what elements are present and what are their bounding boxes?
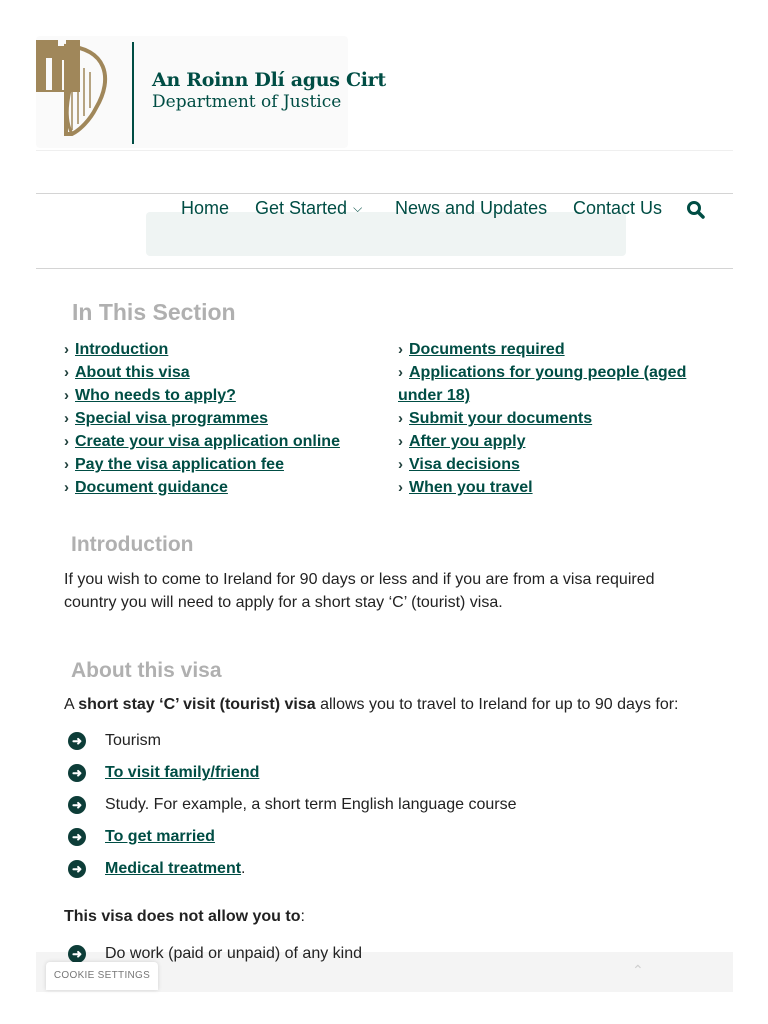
main-nav <box>36 193 733 269</box>
link-after-you-apply[interactable]: After you apply <box>409 433 526 450</box>
link-visit-family-friend[interactable]: To visit family/friend <box>105 764 260 781</box>
introduction-text <box>64 568 655 614</box>
not-allowed-heading <box>64 905 305 928</box>
harp-emblem-icon <box>36 38 116 138</box>
arrow-circle-right-icon: ➜ <box>68 828 86 846</box>
nav-get-started[interactable] <box>255 198 362 219</box>
link-to-get-married[interactable]: To get married <box>105 828 215 845</box>
nav-home[interactable]: Home <box>181 198 230 218</box>
nav-news-and-updates[interactable]: News and Updates <box>395 198 548 218</box>
list-item-text: Do work (paid or unpaid) of any kind <box>105 945 363 962</box>
introduction-line-1: If you wish to come to Ireland for 90 days or less and if you are from a visa required <box>64 571 655 588</box>
logo-divider <box>132 42 134 144</box>
site-logo[interactable] <box>36 36 386 148</box>
nav-contact-us[interactable]: Contact Us <box>573 198 663 218</box>
chevron-right-icon: › <box>64 364 69 381</box>
about-lead-suffix: allows you to travel to Ireland for up to 90 days for: <box>315 696 679 713</box>
about-lead-bold: short stay ‘C’ visit (tourist) visa <box>78 696 316 713</box>
about-visa-heading: About this visa <box>71 659 222 682</box>
chevron-right-icon: › <box>64 433 69 450</box>
header-divider <box>36 150 733 151</box>
not-allowed-colon: : <box>300 908 305 925</box>
link-documents-required[interactable]: Documents required <box>409 341 565 358</box>
list-item <box>68 826 728 858</box>
search-icon[interactable] <box>686 200 706 220</box>
logo-english-text: Department of Justice <box>152 92 342 112</box>
link-introduction[interactable]: Introduction <box>75 341 169 358</box>
chevron-right-icon: › <box>64 387 69 404</box>
logo-irish-text: An Roinn Dlí agus Cirt <box>152 69 386 91</box>
not-allowed-list <box>68 943 728 975</box>
link-create-visa-application[interactable]: Create your visa application online <box>75 433 340 450</box>
chevron-right-icon: › <box>398 479 403 496</box>
chevron-right-icon: › <box>64 456 69 473</box>
link-about-this-visa[interactable]: About this visa <box>75 364 190 381</box>
chevron-right-icon: › <box>64 341 69 358</box>
in-this-section-heading: In This Section <box>72 299 236 325</box>
arrow-circle-right-icon: ➜ <box>68 796 86 814</box>
about-lead-prefix: A <box>64 696 79 713</box>
arrow-circle-right-icon: ➜ <box>68 860 86 878</box>
about-visa-lead <box>64 693 679 716</box>
section-links-left <box>64 338 340 499</box>
list-item <box>68 730 728 762</box>
link-young-people-applications-cont[interactable]: under 18) <box>398 387 471 404</box>
introduction-heading: Introduction <box>71 533 194 556</box>
chevron-up-icon[interactable]: ⌃ <box>632 962 644 978</box>
link-special-visa-programmes[interactable]: Special visa programmes <box>75 410 268 427</box>
link-medical-treatment[interactable]: Medical treatment <box>105 860 242 877</box>
list-item-suffix: . <box>241 860 246 877</box>
chevron-right-icon: › <box>398 456 403 473</box>
link-who-needs-to-apply[interactable]: Who needs to apply? <box>75 387 236 404</box>
cookie-settings-button[interactable]: COOKIE SETTINGS <box>46 962 158 990</box>
section-links-right <box>398 338 686 499</box>
link-submit-documents[interactable]: Submit your documents <box>409 410 593 427</box>
chevron-right-icon: › <box>398 433 403 450</box>
chevron-right-icon: › <box>398 364 403 381</box>
list-item <box>68 943 728 975</box>
link-young-people-applications[interactable]: Applications for young people (aged <box>409 364 687 381</box>
link-when-you-travel[interactable]: When you travel <box>409 479 533 496</box>
nav-get-started-label: Get Started <box>255 198 348 218</box>
list-item <box>68 762 728 794</box>
not-allowed-heading-text: This visa does not allow you to <box>64 908 301 925</box>
visa-purpose-list <box>68 730 728 890</box>
chevron-right-icon: › <box>398 341 403 358</box>
link-document-guidance[interactable]: Document guidance <box>75 479 228 496</box>
link-visa-decisions[interactable]: Visa decisions <box>409 456 520 473</box>
chevron-down-icon: ⌵ <box>353 201 363 215</box>
arrow-circle-right-icon: ➜ <box>68 945 86 963</box>
chevron-right-icon: › <box>398 410 403 427</box>
list-item-text: Tourism <box>105 732 162 749</box>
introduction-line-2: country you will need to apply for a short stay ‘C’ (tourist) visa. <box>64 594 503 611</box>
arrow-circle-right-icon: ➜ <box>68 764 86 782</box>
link-pay-visa-fee[interactable]: Pay the visa application fee <box>75 456 284 473</box>
list-item <box>68 858 728 890</box>
chevron-right-icon: › <box>64 479 69 496</box>
arrow-circle-right-icon: ➜ <box>68 732 86 750</box>
list-item <box>68 794 728 826</box>
chevron-right-icon: › <box>64 410 69 427</box>
list-item-text: Study. For example, a short term English language course <box>105 796 517 813</box>
